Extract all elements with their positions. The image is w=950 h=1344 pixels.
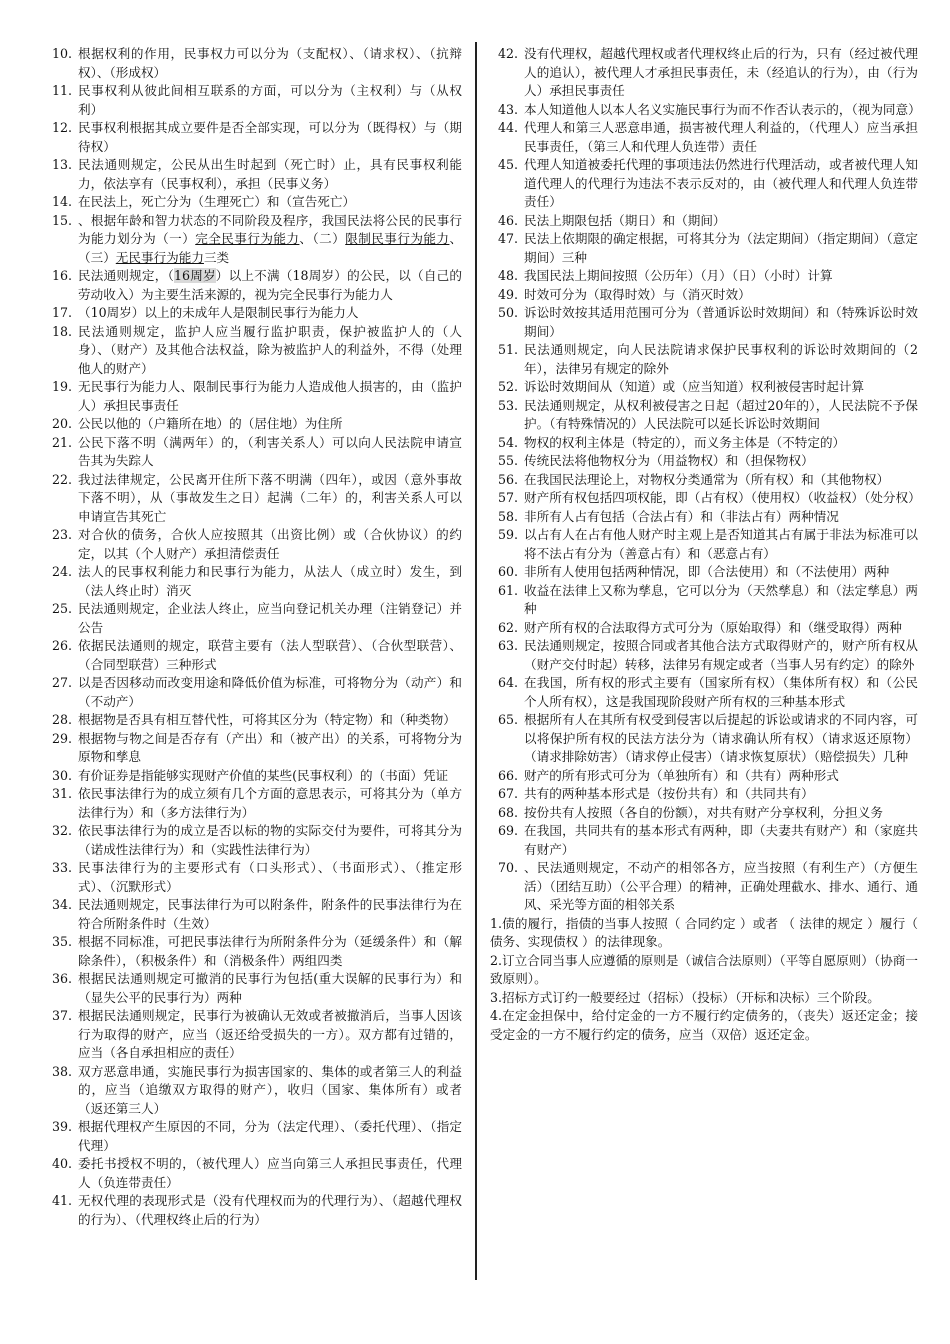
left-column — [44, 45, 462, 1229]
list-item: 34. 民法通则规定，民事法律行为可以附条件，附条件的民事法律行为在符合所附条件时（生效） — [51, 897, 462, 931]
list-item: 29. 根据物与物之间是否存有（产出）和（被产出）的关系，可将物分为原物和孳息 — [51, 730, 462, 764]
list-item: 36. 根据民法通则规定可撤消的民事行为包括(重大误解的民事行为）和（显失公平的民事行为）两种 — [51, 971, 462, 1005]
list-item: 12. 民事权利根据其成立要件是否全部实现，可以分为（既得权）与（期待权） — [51, 120, 462, 154]
list-item: 23. 对合伙的债务，合伙人应按照其（出资比例）或（合伙协议）的约定，以其（个人财产）承担清偿责任 — [51, 527, 462, 561]
list-item: 14. 在民法上，死亡分为（生理死亡）和（宣告死亡） — [51, 194, 356, 209]
list-item: 63. 民法通则规定，按照合同或者其他合法方式取得财产的，财产所有权从（财产交付时起）转移，法律另有规定或者（当事人另有约定）的除外 — [497, 638, 918, 672]
list-item: 18. 民法通则规定，监护人应当履行监护职责，保护被监护人的（人身）、（财产）及其他合法权益，除为被监护人的利益外，不得（处理他人的财产） — [51, 323, 462, 376]
list-item: 15. 、根据年龄和智力状态的不同阶段及程序，我国民法将公民的民事行为能力划分为（一）完全民事行为能力、（二）限制民事行为能力、（三）无民事行为能力三类 — [51, 212, 463, 265]
list-item: 69. 在我国，共同共有的基本形式有两种，即（夫妻共有财产）和（家庭共有财产） — [497, 823, 918, 857]
underlined-term: 完全民事行为能力 — [195, 231, 300, 246]
underlined-term: 无民事行为能力 — [115, 249, 204, 265]
list-item: 40. 委托书授权不明的，（被代理人）应当向第三人承担民事责任，代理人（负连带责任） — [51, 1156, 462, 1190]
list-item: 67. 共有的两种基本形式是（按份共有）和（共同共有） — [497, 786, 814, 801]
list-item: 41. 无权代理的表现形式是（没有代理权而为的代理行为）、（超越代理权的行为）、（代理权终止后的行为） — [51, 1193, 462, 1227]
paragraph: 1.债的履行，指债的当事人按照（ 合同约定 ）或者 （ 法律的规定 ）履行（ 债务、实现债权 ）的法律现象。 — [490, 915, 918, 949]
list-item: 19. 无民事行为能力人、限制民事行为能力人造成他人损害的，由（监护人）承担民事责任 — [51, 379, 462, 413]
list-item: 70. 、民法通则规定，不动产的相邻各方，应当按照（有利生产）（方便生活）（团结互助）（公平合理）的精神，正确处理截水、排水、通行、通风、采光等方面的相邻关系 — [497, 860, 918, 912]
list-item: 21. 公民下落不明（满两年）的，（利害关系人）可以向人民法院申请宣告其为失踪人 — [51, 434, 462, 468]
column-divider — [475, 42, 477, 1280]
paragraph: 4.在定金担保中，给付定金的一方不履行约定债务的，（丧失）返还定金；接受定金的一方不履行约定的债务，应当（双倍）返还定金。 — [490, 1008, 918, 1042]
list-item: 24. 法人的民事权利能力和民事行为能力，从法人（成立时）发生，到（法人终止时）消灭 — [51, 564, 462, 598]
list-item: 49. 时效可分为（取得时效）与（消灭时效） — [497, 286, 751, 302]
list-item: 31. 依民事法律行为的成立须有几个方面的意思表示，可将其分为（单方法律行为）和（多方法律行为） — [51, 786, 462, 820]
list-item: 39. 根据代理权产生原因的不同，分为（法定代理）、（委托代理）、（指定代理） — [51, 1119, 462, 1153]
list-item: 56. 在我国民法理论上，对物权分类通常为（所有权）和（其他物权） — [497, 471, 890, 487]
list-item: 30. 有价证券是指能够实现财产价值的某些(民事权利）的（书面）凭证 — [51, 767, 449, 783]
list-item: 43. 本人知道他人以本人名义实施民事行为而不作否认表示的，（视为同意） — [497, 101, 921, 117]
list-item: 11. 民事权利从彼此间相互联系的方面，可以分为（主权利）与（从权利） — [51, 83, 462, 117]
list-item: 53. 民法通则规定，从权利被侵害之日起（超过20年的），人民法院不予保护。（有特殊情况的）人民法院可以延长诉讼时效期间 — [497, 397, 918, 431]
list-item: 55. 传统民法将他物权分为（用益物权）和（担保物权） — [497, 453, 814, 468]
list-item: 10. 根据权利的作用，民事权力可以分为（支配权）、（请求权）、（抗辩权）、（形成权） — [51, 46, 462, 80]
list-item: 50. 诉讼时效按其适用范围可分为（普通诉讼时效期间）和（特殊诉讼时效期间） — [497, 305, 918, 339]
list-item: 51. 民法通则规定，向人民法院请求保护民事权利的诉讼时效期间的（2年），法律另有规定的除外 — [497, 342, 918, 376]
list-item: 42. 没有代理权，超越代理权或者代理权终止后的行为，只有（经过被代理人的追认），被代理人才承担民事责任，未（经追认的行为），由（行为人）承担民事责任 — [497, 46, 918, 98]
list-item: 27. 以是否因移动而改变用途和降低价值为标准，可将物分为（动产）和（不动产） — [51, 675, 462, 709]
list-item: 57. 财产所有权包括四项权能，即（占有权）（使用权）（收益权）（处分权） — [497, 490, 921, 505]
list-item: 38. 双方恶意串通，实施民事行为损害国家的、集体的或者第三人的利益的，应当（追缴双方取得的财产），收归（国家、集体所有）或者（返还第三人） — [51, 1063, 462, 1116]
list-item: 37. 根据民法通则规定，民事行为被确认无效或者被撤消后，当事人因该行为取得的财产，应当（返还给受损失的一方）。双方都有过错的，应当（各自承担相应的责任） — [51, 1008, 462, 1060]
list-item: 22. 我过法律规定，公民离开住所下落不明满（四年），或因（意外事故下落不明），从（事故发生之日）起满（二年）的，利害关系人可以申请宣告其死亡 — [51, 471, 462, 524]
list-item: 66. 财产的所有形式可分为（单独所有）和（共有）两种形式 — [497, 767, 839, 783]
list-item: 16. 民法通则规定，（16周岁）以上不满（18周岁）的公民，以（自己的劳动收入）为主要生活来源的，视为完全民事行为能力人 — [51, 268, 462, 302]
list-item: 61. 收益在法律上又称为孳息，它可以分为（天然孳息）和（法定孳息）两种 — [497, 582, 918, 616]
list-item: 33. 民事法律行为的主要形式有（口头形式）、（书面形式）、（推定形式）、（沉默形式） — [51, 860, 462, 894]
list-item: 58. 非所有人占有包括（合法占有）和（非法占有）两种情况 — [497, 508, 839, 524]
right-column — [490, 45, 921, 1044]
list-item: 65. 根据所有人在其所有权受到侵害以后提起的诉讼或请求的不同内容，可以将保护所有权的民法方法分为（请求确认所有权）（请求返还原物）（请求排除妨害）（请求停止侵害）（请求恢复原状）（赔偿损失）几种 — [497, 712, 918, 764]
list-item: 17. （10周岁）以上的未成年人是限制民事行为能力人 — [51, 305, 359, 320]
list-item: 25. 民法通则规定，企业法人终止，应当向登记机关办理（注销登记）并公告 — [51, 601, 462, 635]
paragraph: 2.订立合同当事人应遵循的原则是（诚信合法原则）（平等自愿原则）（协商一致原则）。 — [490, 952, 918, 986]
list-item: 45. 代理人知道被委托代理的事项违法仍然进行代理活动，或者被代理人知道代理人的代理行为违法不表示反对的，由（被代理人和代理人负连带责任） — [497, 157, 918, 209]
list-item: 52. 诉讼时效期间从（知道）或（应当知道）权利被侵害时起计算 — [497, 379, 865, 394]
list-item: 64. 在我国，所有权的形式主要有（国家所有权）（集体所有权）和（公民个人所有权），这是我国现阶段财产所有权的三种基本形式 — [497, 675, 918, 709]
list-item: 32. 依民事法律行为的成立是否以标的物的实际交付为要件，可将其分为（诺成性法律行为）和（实践性法律行为） — [51, 823, 462, 857]
list-item: 20. 公民以他的（户籍所在地）的（居住地）为住所 — [51, 416, 343, 431]
list-item: 62. 财产所有权的合法取得方式可分为（原始取得）和（继受取得）两种 — [497, 619, 902, 635]
list-item: 26. 依据民法通则的规定，联营主要有（法人型联营）、（合伙型联营）、（合同型联营）三种形式 — [51, 638, 462, 672]
list-item: 46. 民法上期限包括（期日）和（期间） — [497, 212, 726, 228]
list-item: 60. 非所有人使用包括两种情况，即（合法使用）和（不法使用）两种 — [497, 564, 890, 579]
list-item: 13. 民法通则规定，公民从出生时起到（死亡时）止，具有民事权利能力，依法享有（民事权利），承担（民事义务） — [51, 157, 462, 191]
list-item: 54. 物权的权利主体是（特定的），而义务主体是（不特定的） — [497, 434, 846, 450]
highlighted-term: 16周岁 — [174, 268, 216, 283]
paragraph: 3.招标方式订约一般要经过（招标）（投标）（开标和决标）三个阶段。 — [490, 989, 880, 1005]
list-item: 35. 根据不同标准，可把民事法律行为所附条件分为（延缓条件）和（解除条件），（积极条件）和（消极条件）两组四类 — [51, 934, 462, 968]
list-item: 68. 按份共有人按照（各自的份额），对共有财产分享权利，分担义务 — [497, 804, 883, 820]
list-item: 28. 根据物是否具有相互替代性，可将其区分为（特定物）和（种类物） — [51, 712, 456, 727]
list-item: 47. 民法上依期限的确定根据，可将其分为（法定期间）（指定期间）（意定期间）三种 — [497, 231, 918, 265]
list-item: 59. 以占有人在占有他人财产时主观上是否知道其占有属于非法为标准可以将不法占有分为（善意占有）和（恶意占有） — [497, 527, 918, 561]
list-item: 44. 代理人和第三人恶意串通，损害被代理人利益的，（代理人）应当承担民事责任，（第三人和代理人负连带）责任 — [497, 120, 918, 154]
underlined-term: 限制民事行为能力 — [345, 231, 450, 246]
list-item: 48. 我国民法上期间按照（公历年）（月）（日）（小时）计算 — [497, 268, 833, 283]
